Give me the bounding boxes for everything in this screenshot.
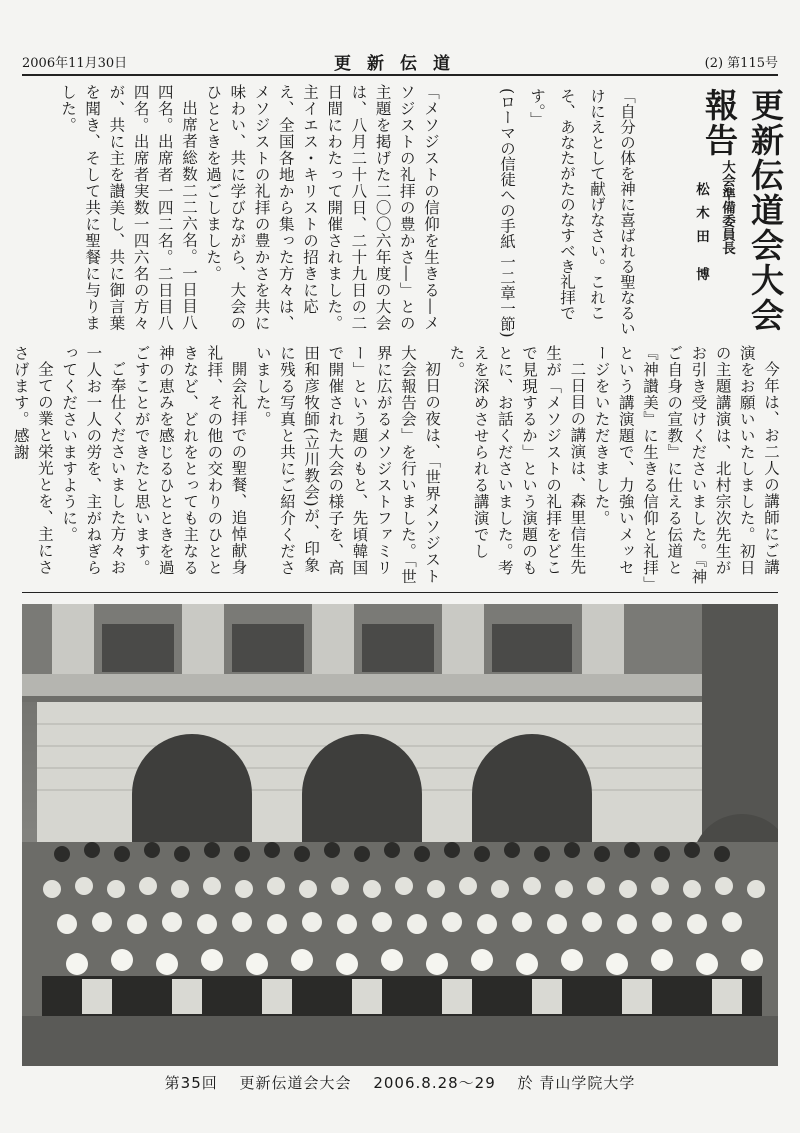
caption-number: 第35回 [164,1074,218,1092]
article-body-lower [11,345,783,585]
author-name: 松木田 博 [693,182,709,291]
group-photo-icon [22,604,778,1066]
page-header [22,48,778,74]
body-paragraph: ご奉仕くださいました方々お一人お一人の労を、主がねぎらってくださいますように。 [60,345,127,576]
caption-event: 更新伝道会大会 [239,1074,352,1092]
body-paragraph: 出席者総数二二六名。一日目八四名。出席者一四二名。二日目八四名。出席者実数一四六名の方々が、共に主を讃美し、共に御言葉を聞き、そして共に聖餐に与りました。 [58,84,198,332]
article-title: 更新伝道会大会報告 [700,88,785,333]
issue-number: (2) 第115号 [704,56,778,71]
header-rule [22,74,778,76]
newsletter-title: 更新伝道 [334,54,466,74]
body-paragraph: 今年は、お二人の講師にご講演をお願いいたしました。初日の主題講演は、北村宗次先生がお引き受けくださいました。『神ご自身の宣教』に仕える伝道と『神讃美』に生きる信仰と礼拝」という講演題で、力強いメッセージをいただきました。 [592,345,780,585]
article-byline [668,160,740,355]
header-date: 2006年11月30日 [22,56,128,71]
body-paragraph: 全ての業と栄光とを、主にささげます。感謝 [11,345,54,575]
section-divider [22,592,778,593]
body-paragraph: 二日目の講演は、森里信生先生が「メソジストの礼拝をどこで見現するか」という演題のもとに、お話くださいました。考えを深めさせられる講演でした。 [447,345,587,576]
quote-source: (ローマの信徒への手紙 一二章一節) [498,88,516,338]
body-paragraph: 初日の夜は、「世界メソジスト大会報告会」を行いました。「世界に広がるメソジストファミリー」という題のもと、先頃韓国で開催された大会の様子を、高田和彦牧師(立川教会)が、印象に残る写真と共にご紹介くださいました。 [253,345,442,585]
author-role: 大会準備委員長 [719,160,735,255]
photo-caption [22,1072,778,1093]
scripture-quote [452,88,642,338]
body-paragraph: 「メソジストの信仰を生きる―メソジストの礼拝の豊かさ―」との主題を掲げた二〇〇六年度の大会は、八月二十八日、二十九日の二日間にわたって開催されました。主イエス・キリストの招きに応え、全国各地から集った方々は、メソジストの礼拝の豊かさを共に味わい、共に学びながら、大会のひとときを過ごしました。 [204,84,440,332]
article-body-upper [28,84,443,340]
body-paragraph: 開会礼拝での聖餐、追悼献身礼拝、その他の交わりのひとときなど、どれをとっても主なる神の恵みを感じるひとときを過ごすことができたと思います。 [132,345,248,576]
caption-location: 於 青山学院大学 [517,1074,636,1092]
quote-text: 「自分の体を神に喜ばれる聖なるいけにえとして献げなさい。これこそ、あなたがたのなすべき礼拝です。」 [528,88,636,336]
caption-dates: 2006.8.28～29 [373,1074,496,1092]
